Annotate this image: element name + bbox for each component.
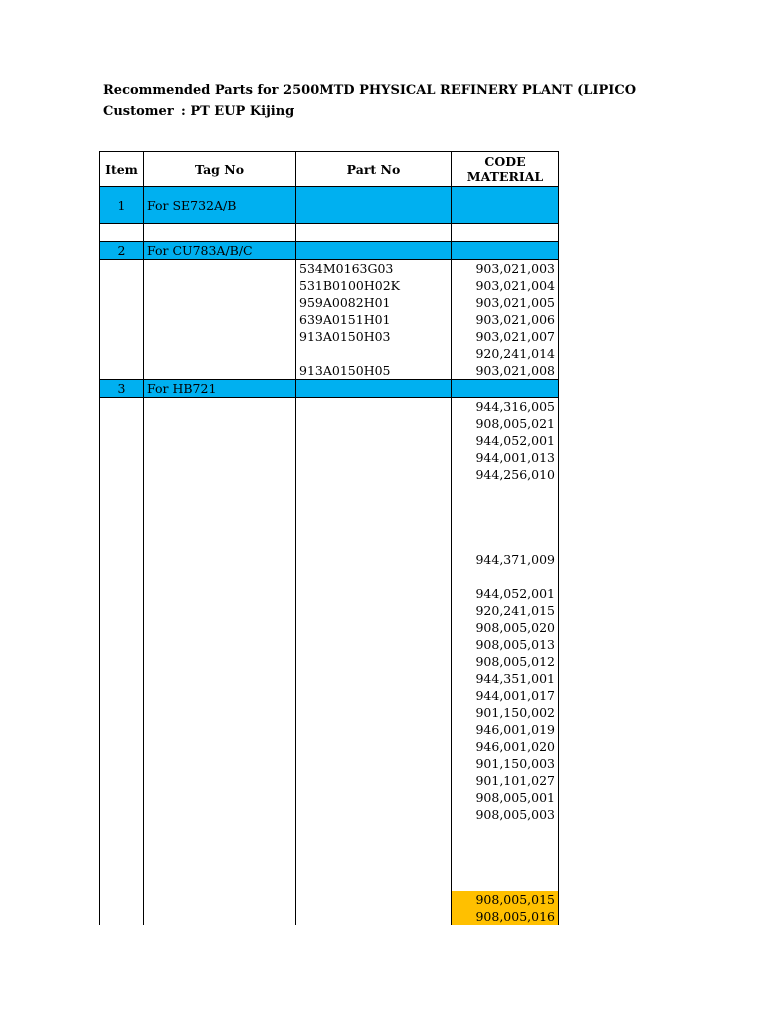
document-title: Recommended Parts for 2500MTD PHYSICAL REFINERY PLANT (LIPICO: [103, 83, 637, 98]
part-no-cell: 531B0100H02K: [296, 277, 452, 294]
table-row: [100, 328, 559, 345]
parts-table: [99, 151, 559, 925]
code-cell: 944,001,017: [452, 687, 559, 704]
table-row: [100, 294, 559, 311]
table-row: [100, 517, 559, 534]
section-tag: For CU783A/B/C: [144, 242, 296, 260]
code-cell: 903,021,008: [452, 362, 559, 380]
table-row: [100, 500, 559, 517]
table-row: [100, 806, 559, 823]
table-row: [100, 704, 559, 721]
table-row: [100, 551, 559, 568]
table-row: [100, 345, 559, 362]
table-row: [100, 721, 559, 738]
code-cell: [452, 483, 559, 500]
table-row: [100, 755, 559, 772]
table-row: [100, 398, 559, 416]
header-part-no: Part No: [296, 152, 452, 187]
code-cell: 944,351,001: [452, 670, 559, 687]
code-cell: 944,001,013: [452, 449, 559, 466]
table-row: [100, 449, 559, 466]
part-no-cell: 959A0082H01: [296, 294, 452, 311]
code-cell: 908,005,001: [452, 789, 559, 806]
table-row: [100, 311, 559, 328]
code-cell: 944,316,005: [452, 398, 559, 416]
table-row: [100, 670, 559, 687]
table-row: [100, 483, 559, 500]
table-row: [100, 277, 559, 294]
code-cell: [452, 534, 559, 551]
table-row: [100, 415, 559, 432]
code-cell: 901,150,002: [452, 704, 559, 721]
part-no-cell: 534M0163G03: [296, 260, 452, 278]
table-row: [100, 874, 559, 891]
code-cell: [452, 500, 559, 517]
part-no-cell: 913A0150H05: [296, 362, 452, 380]
code-cell: 908,005,021: [452, 415, 559, 432]
header-code-material: [452, 152, 559, 187]
header-row: [100, 152, 559, 187]
code-cell: 920,241,014: [452, 345, 559, 362]
section-row-1: [100, 187, 559, 224]
code-cell: 901,101,027: [452, 772, 559, 789]
code-cell-flagged: 908,005,016: [452, 908, 559, 925]
code-cell: [452, 840, 559, 857]
code-cell: [452, 823, 559, 840]
section-row-2: [100, 242, 559, 260]
table-row: [100, 840, 559, 857]
table-row: [100, 738, 559, 755]
code-cell: 944,256,010: [452, 466, 559, 483]
table-row-flagged: [100, 908, 559, 925]
table-row-flagged: [100, 891, 559, 908]
table-row: [100, 534, 559, 551]
section-item: 1: [100, 187, 144, 224]
code-cell: 901,150,003: [452, 755, 559, 772]
customer-value: : PT EUP Kijing: [181, 104, 295, 119]
table-row: [100, 362, 559, 380]
code-cell: [452, 517, 559, 534]
code-cell: 903,021,006: [452, 311, 559, 328]
table-row: [100, 636, 559, 653]
customer-line: [103, 101, 560, 122]
code-cell: 903,021,004: [452, 277, 559, 294]
header-code-line2: MATERIAL: [466, 169, 544, 184]
table-row: [100, 653, 559, 670]
table-row: [100, 466, 559, 483]
code-cell: 920,241,015: [452, 602, 559, 619]
table-row: [100, 260, 559, 278]
code-cell: 908,005,012: [452, 653, 559, 670]
customer-label: Customer: [103, 104, 174, 119]
section-item: 2: [100, 242, 144, 260]
code-cell: 903,021,007: [452, 328, 559, 345]
document-header: [103, 80, 637, 122]
code-cell: [452, 874, 559, 891]
code-cell: [452, 857, 559, 874]
table-row: [100, 687, 559, 704]
spacer-row: [100, 224, 559, 242]
section-tag: For SE732A/B: [144, 187, 296, 224]
code-cell: 908,005,020: [452, 619, 559, 636]
section-row-3: [100, 380, 559, 398]
table-row: [100, 857, 559, 874]
part-no-cell: [296, 345, 452, 362]
table-row: [100, 789, 559, 806]
header-item: Item: [100, 152, 144, 187]
code-cell: 944,052,001: [452, 432, 559, 449]
code-cell: [452, 568, 559, 585]
code-cell: 908,005,013: [452, 636, 559, 653]
header-code-line1: CODE: [484, 154, 526, 169]
code-cell: 946,001,019: [452, 721, 559, 738]
table-row: [100, 568, 559, 585]
code-cell: 903,021,003: [452, 260, 559, 278]
section-tag: For HB721: [144, 380, 296, 398]
table-row: [100, 602, 559, 619]
table-row: [100, 772, 559, 789]
section-item: 3: [100, 380, 144, 398]
part-no-cell: 639A0151H01: [296, 311, 452, 328]
code-cell-flagged: 908,005,015: [452, 891, 559, 908]
table-row: [100, 823, 559, 840]
code-cell: 946,001,020: [452, 738, 559, 755]
code-cell: 944,052,001: [452, 585, 559, 602]
code-cell: 944,371,009: [452, 551, 559, 568]
table-row: [100, 585, 559, 602]
code-cell: 908,005,003: [452, 806, 559, 823]
code-cell: 903,021,005: [452, 294, 559, 311]
part-no-cell: 913A0150H03: [296, 328, 452, 345]
table-row: [100, 432, 559, 449]
header-tag-no: Tag No: [144, 152, 296, 187]
table-row: [100, 619, 559, 636]
